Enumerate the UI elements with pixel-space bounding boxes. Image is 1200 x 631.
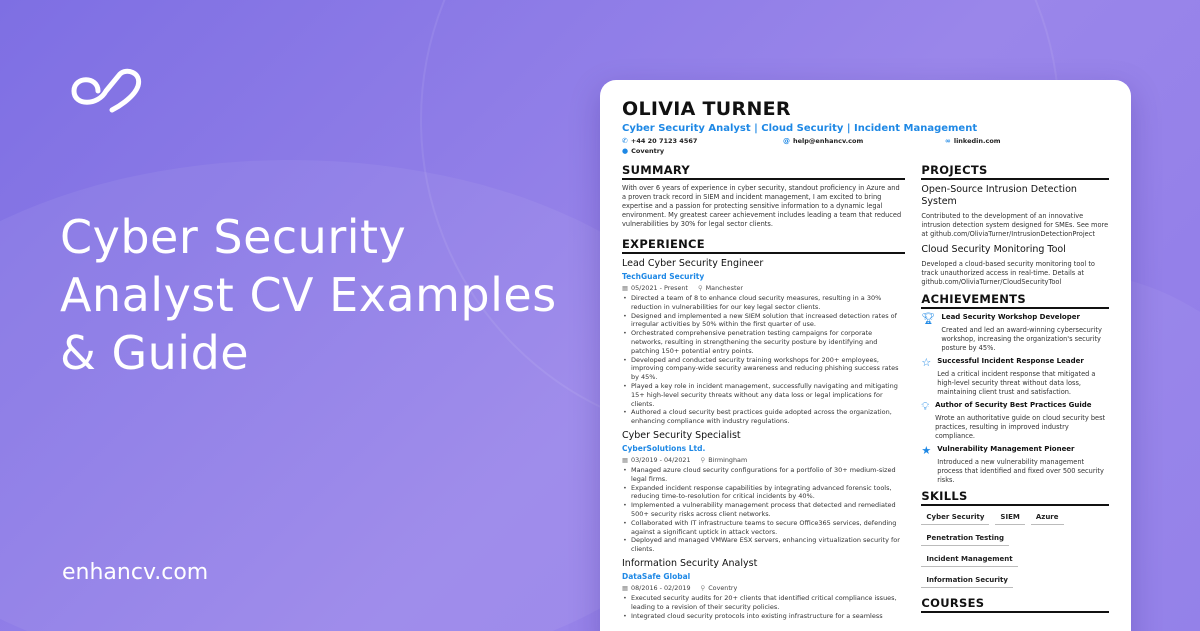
linkedin-text[interactable]: linkedin.com (953, 137, 1001, 145)
project-description: Contributed to the development of an innovative intrusion detection system designed for SMEs. See more at github.com/OliviaTurner/IntrusionDetectionProject (921, 212, 1109, 238)
achievement-description: Led a critical incident response that mitigated a high-level security threat without data loss, maintaining client trust and satisfaction. (937, 370, 1096, 396)
job-bullet: • Managed azure cloud security configurations for a portfolio of 30+ medium-sized legal firms. (622, 466, 905, 484)
job-dates (622, 284, 688, 292)
job-location-text: Birmingham (708, 455, 748, 464)
experience-item (622, 258, 905, 426)
experience-item (622, 558, 905, 620)
at-icon: @ (783, 137, 790, 145)
job-title: Information Security Analyst (622, 557, 758, 569)
achievement-body (937, 445, 1109, 485)
projects-heading: PROJECTS (921, 163, 1109, 180)
achievement-item (921, 357, 1109, 397)
resume-headline: Cyber Security Analyst | Cloud Security | Incident Management (622, 123, 978, 134)
project-title: Open-Source Intrusion Detection System (921, 184, 1077, 207)
right-column (921, 163, 1109, 624)
job-bullet: • Authored a cloud security best practices guide adopted across the organization, enhancing compliance with industry regulations. (622, 408, 905, 426)
project-title: Cloud Security Monitoring Tool (921, 244, 1066, 255)
skill-tag: Azure (1031, 510, 1064, 525)
experience-heading: EXPERIENCE (622, 237, 905, 254)
job-bullets (622, 466, 905, 554)
phone-text: +44 20 7123 4567 (630, 137, 698, 145)
resume-card (600, 80, 1131, 631)
phone-icon: ✆ (622, 137, 628, 145)
skill-tag: Cyber Security (921, 510, 989, 525)
location-pin-icon: ⚲ (700, 455, 706, 464)
achievements-list (921, 313, 1109, 485)
job-bullet: • Directed a team of 8 to enhance cloud security measures, resulting in a 30% reduction in vulnerabilities for our key legal sector clients. (622, 294, 905, 312)
job-dates (622, 456, 691, 464)
achievement-body (937, 357, 1109, 397)
job-bullet: • Expanded incident response capabilities by integrating advanced forensic tools, reducing time-to-resolution for critical incidents by 40%. (622, 484, 905, 502)
achievement-item (921, 401, 1109, 441)
location-pin-icon: ● (622, 147, 629, 155)
job-location (698, 284, 743, 292)
job-bullet: • Designed and implemented a new SIEM solution that increased detection rates of irregular activities by 50% within the first quarter of use. (622, 312, 905, 330)
link-icon: ∞ (945, 137, 951, 145)
company-name[interactable]: DataSafe Global (622, 571, 691, 581)
achievement-item (921, 445, 1109, 485)
achievement-title: Lead Security Workshop Developer (941, 313, 1080, 321)
location-pin-icon: ⚲ (697, 284, 703, 292)
job-bullet: • Executed security audits for 20+ clients that identified critical compliance issues, leading to a revision of their security policies. (622, 594, 905, 612)
job-dates-text: 03/2019 - 04/2021 (631, 455, 691, 464)
job-dates-text: 08/2016 - 02/2019 (631, 583, 691, 592)
job-dates (622, 584, 691, 592)
skill-tag: Penetration Testing (921, 531, 1009, 546)
experience-item (622, 430, 905, 554)
contact-phone (622, 137, 783, 145)
achievements-heading: ACHIEVEMENTS (921, 292, 1109, 309)
job-bullet: • Implemented a vulnerability management process that detected and remediated 500+ security risks across client networks. (622, 501, 905, 519)
job-location-text: Coventry (708, 583, 738, 592)
resume-name: OLIVIA TURNER (622, 98, 791, 120)
job-bullet: • Played a key role in incident management, successfully navigating and mitigating 15+ high-level security threats without any data loss or legal implications for clients. (622, 382, 905, 408)
contact-location (622, 147, 1109, 155)
experience-list (622, 258, 905, 620)
achievement-title: Successful Incident Response Leader (937, 357, 1084, 365)
achievement-description: Introduced a new vulnerability management process that identified and fixed over 500 security risks. (937, 458, 1104, 484)
contact-row (622, 137, 1109, 145)
company-name[interactable]: CyberSolutions Ltd. (622, 443, 706, 453)
page-title: Cyber Security Analyst CV Examples & Guide (60, 210, 557, 380)
job-bullet: • Deployed and managed VMWare ESX servers, enhancing virtualization security for clients. (622, 536, 905, 554)
calendar-icon: ▦ (622, 583, 629, 592)
calendar-icon: ▦ (622, 284, 629, 292)
skills-list (921, 510, 1109, 588)
projects-list (921, 184, 1109, 287)
contact-email[interactable] (783, 137, 945, 145)
enhancv-logo-icon[interactable] (68, 68, 148, 114)
job-location-text: Manchester (705, 284, 744, 292)
job-title: Lead Cyber Security Engineer (622, 258, 764, 269)
job-bullet: • Orchestrated comprehensive penetration testing campaigns for corporate networks, resulting in strengthening the security posture by identifying and patching 150+ potential entry points. (622, 329, 905, 355)
skill-tag: Information Security (921, 573, 1013, 588)
job-bullet: • Integrated cloud security protocols into existing infrastructure for a seamless (622, 612, 905, 621)
job-title: Cyber Security Specialist (622, 429, 741, 441)
skills-heading: SKILLS (921, 489, 1109, 506)
achievement-description: Created and led an award-winning cybersecurity workshop, increasing the organization's security posture by 45%. (941, 326, 1102, 352)
skill-tag: Incident Management (921, 552, 1017, 567)
achievement-body (935, 401, 1109, 441)
trophy-icon: 🏆︎ (921, 312, 936, 325)
courses-heading: COURSES (921, 596, 1109, 613)
achievement-item (921, 313, 1109, 353)
job-bullet: • Collaborated with IT infrastructure teams to secure Office365 services, defending against a significant uptick in attack vectors. (622, 519, 905, 537)
achievement-title: Vulnerability Management Pioneer (937, 445, 1075, 453)
job-meta (622, 456, 905, 464)
achievement-description: Wrote an authoritative guide on cloud security best practices, resulting in improved industry compliance. (935, 414, 1106, 440)
left-column (622, 163, 905, 624)
job-location (701, 584, 738, 592)
contact-linkedin[interactable] (945, 137, 1001, 145)
skill-tag: SIEM (995, 510, 1024, 525)
company-name[interactable]: TechGuard Security (622, 272, 705, 281)
lightbulb-icon: 💡︎ (921, 400, 930, 413)
job-bullet: • Developed and conducted security training workshops for 200+ employees, improving company-wide security awareness and reducing phishing success rates by 45%. (622, 356, 905, 382)
site-link[interactable]: enhancv.com (62, 560, 209, 585)
calendar-icon: ▦ (622, 455, 629, 464)
summary-text: With over 6 years of experience in cyber security, standout proficiency in Azure and a proven track record in SIEM and incident management, I am excited to bring expertise and a passion for protecting sensitive information to a dynamic legal environment. My greatest career achievement includes leading a team that reduced vulnerabilities by 30% for legal sector clients. (622, 184, 902, 228)
job-meta (622, 284, 905, 292)
job-bullets (622, 294, 905, 426)
email-text[interactable]: help@enhancv.com (793, 137, 864, 145)
achievement-title: Author of Security Best Practices Guide (935, 401, 1092, 409)
location-pin-icon: ⚲ (700, 583, 706, 592)
job-bullets (622, 594, 905, 620)
job-meta (622, 584, 905, 592)
summary-heading: SUMMARY (622, 163, 905, 180)
job-dates-text: 05/2021 - Present (631, 284, 688, 292)
project-description: Developed a cloud-based security monitoring tool to track unauthorized access in real-time. Details at github.com/OliviaTurner/CloudSecurityTool (921, 260, 1095, 286)
location-text: Coventry (631, 147, 665, 155)
job-location (701, 456, 748, 464)
star-filled-icon: ★ (921, 444, 932, 457)
achievement-body (941, 313, 1109, 353)
star-outline-icon: ☆ (921, 356, 932, 369)
